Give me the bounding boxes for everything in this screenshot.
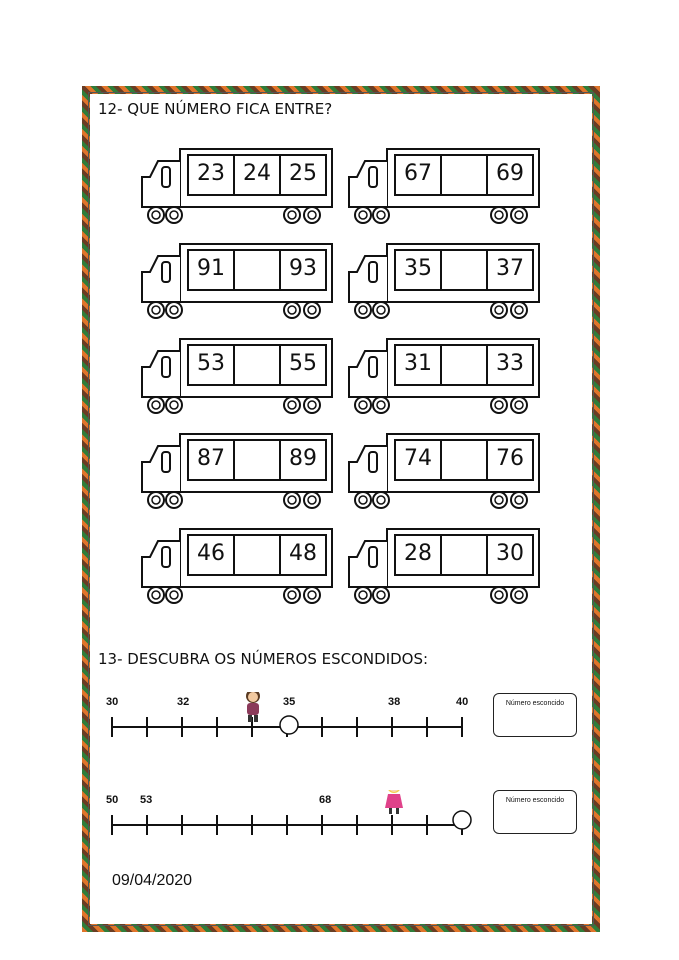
truck-number-left: 87 (197, 446, 225, 471)
truck-number-right: 48 (289, 541, 317, 566)
tick-label-38: 38 (388, 696, 401, 708)
tick-label-30: 30 (106, 696, 119, 708)
tick-label-32: 32 (177, 696, 190, 708)
truck-5 (140, 337, 335, 417)
truck-number-right: 69 (496, 161, 524, 186)
truck-number-left: 23 (197, 161, 225, 186)
hidden-number-box-label: Número esconcido (505, 700, 565, 707)
tick-label-53: 53 (140, 794, 153, 806)
truck-7 (140, 432, 335, 512)
truck-1 (140, 147, 335, 227)
truck-10 (347, 527, 542, 607)
hidden-number-box-label: Número esconcido (505, 797, 565, 804)
tick-label-50: 50 (106, 794, 119, 806)
truck-number-right: 93 (289, 256, 317, 281)
truck-9 (140, 527, 335, 607)
truck-number-left: 31 (404, 351, 432, 376)
truck-number-left: 67 (404, 161, 432, 186)
truck-number-left: 91 (197, 256, 225, 281)
truck-4 (347, 242, 542, 322)
hidden-number-circle (453, 811, 471, 829)
hidden-number-box-2[interactable] (493, 790, 577, 834)
question-13-title: 13- DESCUBRA OS NÚMEROS ESCONDIDOS: (98, 650, 429, 668)
tick-label-40: 40 (456, 696, 469, 708)
tick-label-68: 68 (319, 794, 332, 806)
truck-number-left: 46 (197, 541, 225, 566)
question-12-title: 12- QUE NÚMERO FICA ENTRE? (98, 100, 333, 118)
truck-number-right: 33 (496, 351, 524, 376)
date-text: 09/04/2020 (112, 872, 193, 889)
number-line-2-graphic (100, 790, 480, 850)
truck-3 (140, 242, 335, 322)
tick-label-35: 35 (283, 696, 296, 708)
truck-number-right: 30 (496, 541, 524, 566)
number-line-1 (100, 692, 480, 752)
truck-6 (347, 337, 542, 417)
number-line-2 (100, 790, 480, 850)
truck-number-right: 89 (289, 446, 317, 471)
truck-2 (347, 147, 542, 227)
girl-figure-icon (385, 790, 403, 814)
truck-number-right: 76 (496, 446, 524, 471)
truck-8 (347, 432, 542, 512)
truck-number-right: 25 (289, 161, 317, 186)
truck-number-left: 35 (404, 256, 432, 281)
truck-number-left: 74 (404, 446, 432, 471)
hidden-number-circle (280, 716, 298, 734)
truck-number-right: 55 (289, 351, 317, 376)
truck-number-left: 53 (197, 351, 225, 376)
truck-number-right: 37 (496, 256, 524, 281)
hidden-number-box-1[interactable] (493, 693, 577, 737)
truck-number-middle[interactable]: 24 (243, 161, 271, 186)
truck-number-left: 28 (404, 541, 432, 566)
